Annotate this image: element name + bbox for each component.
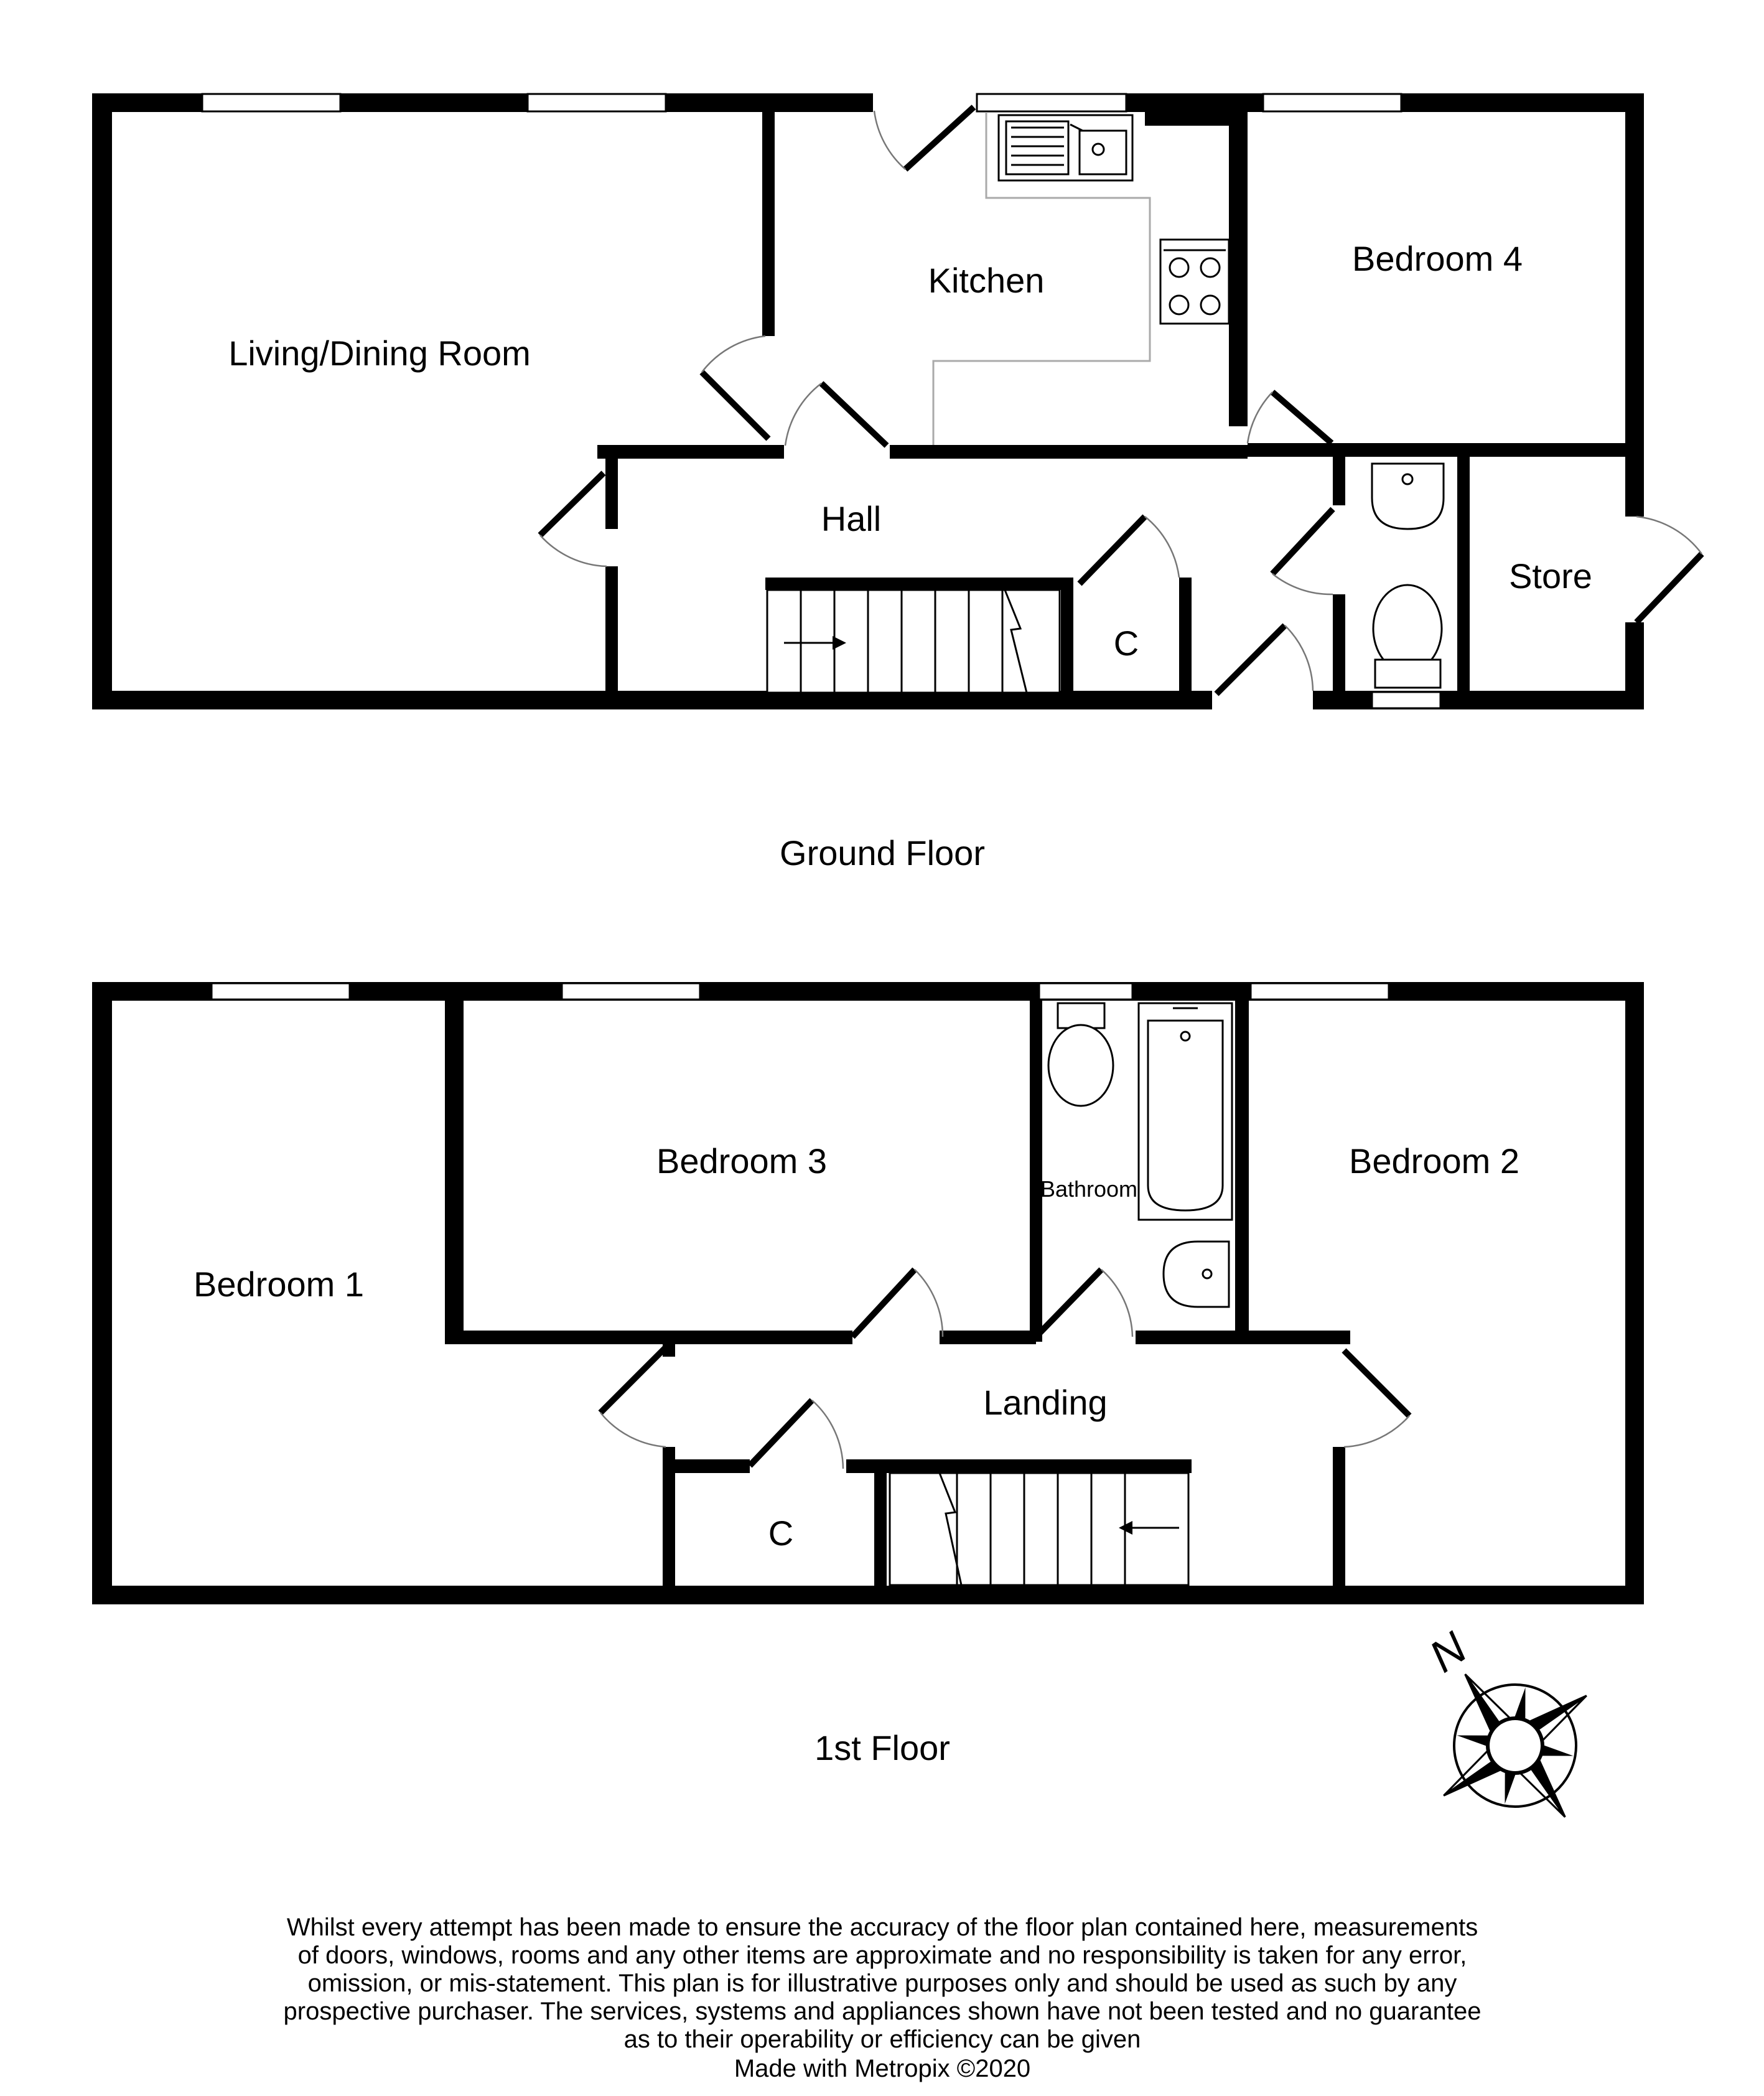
hob-icon: [1160, 240, 1229, 324]
ground-floor-stairs: [767, 590, 1060, 693]
bedroom-1-label: Bedroom 1: [194, 1265, 364, 1304]
first-floor-stairs: [890, 1473, 1188, 1585]
ground-floor-doors: [540, 107, 1702, 694]
first-floor-doors: [600, 1270, 1409, 1469]
bath-icon: [1139, 1003, 1232, 1220]
toilet-icon: [1373, 585, 1442, 688]
bedroom-3-label: Bedroom 3: [656, 1141, 827, 1181]
disclaimer: [284, 1914, 1482, 2082]
window: [202, 94, 340, 111]
sink-icon: [999, 115, 1132, 180]
store-label: Store: [1509, 556, 1592, 596]
metropix-credit: Made with Metropix ©2020: [734, 2055, 1031, 2082]
window: [562, 983, 700, 999]
ground-floor-title: Ground Floor: [780, 833, 985, 873]
bathroom-label: Bathroom: [1040, 1176, 1138, 1202]
cloakroom-fittings: [1372, 464, 1444, 688]
window: [212, 983, 350, 999]
bathroom-fittings: [1048, 1003, 1232, 1307]
window: [1251, 983, 1389, 999]
ground-floor-plan: [92, 93, 1702, 873]
compass-rose-icon: [1363, 1581, 1636, 1867]
first-cupboard-label: C: [768, 1514, 794, 1553]
window: [528, 94, 666, 111]
window: [1039, 983, 1132, 999]
living-dining-room-label: Living/Dining Room: [228, 334, 531, 373]
disclaimer-line: Whilst every attempt has been made to ensure the accuracy of the floor plan contained here, measurements: [286, 1914, 1478, 1941]
basin-icon: [1372, 464, 1444, 529]
window: [977, 94, 1126, 111]
toilet-icon: [1048, 1003, 1113, 1106]
disclaimer-line: omission, or mis-statement. This plan is for illustrative purposes only and should be used as such by any: [307, 1970, 1457, 1997]
bedroom-2-label: Bedroom 2: [1349, 1141, 1519, 1181]
basin-icon: [1164, 1242, 1229, 1307]
disclaimer-line: prospective purchaser. The services, systems and appliances shown have not been tested and no guarantee: [283, 1998, 1482, 2025]
north-label: N: [1421, 1621, 1477, 1681]
first-floor-plan: [92, 982, 1644, 1767]
bedroom-4-label: Bedroom 4: [1352, 239, 1523, 278]
window: [1263, 94, 1401, 111]
first-floor-title: 1st Floor: [814, 1728, 950, 1767]
window: [1372, 692, 1440, 708]
disclaimer-line: as to their operability or efficiency can be given: [623, 2026, 1141, 2053]
hall-label: Hall: [821, 499, 882, 538]
landing-label: Landing: [983, 1383, 1108, 1422]
ground-cupboard-label: C: [1113, 624, 1139, 663]
disclaimer-line: of doors, windows, rooms and any other items are approximate and no responsibility is taken for any error,: [297, 1942, 1467, 1969]
kitchen-label: Kitchen: [928, 261, 1045, 300]
